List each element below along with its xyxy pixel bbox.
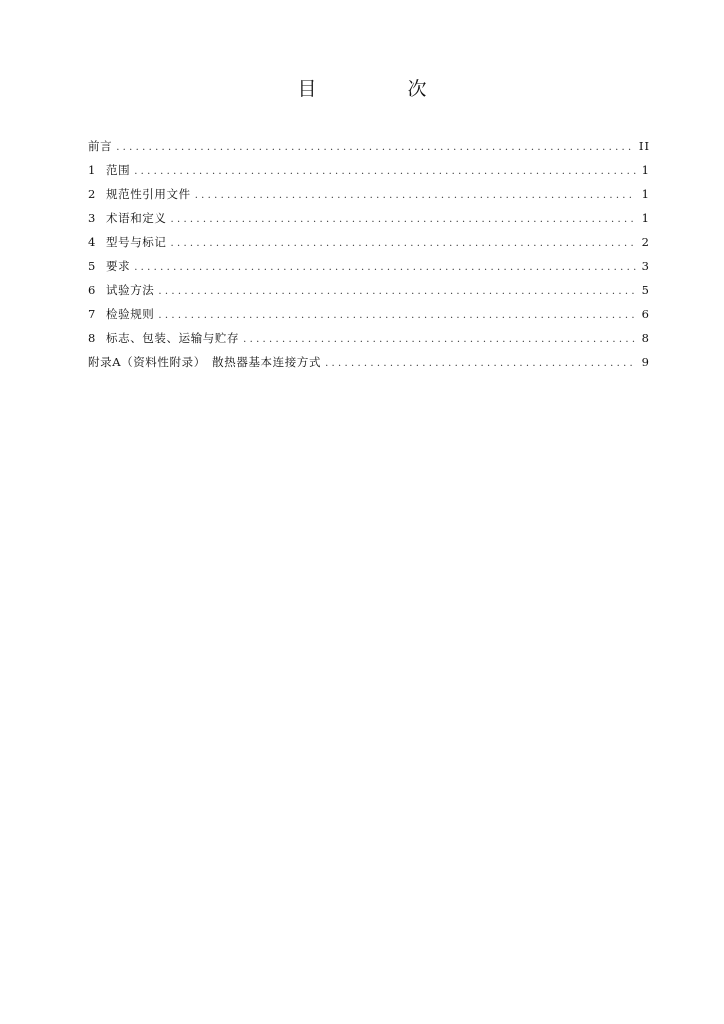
toc-entry-terms-definitions[interactable] <box>88 206 650 230</box>
toc-entry-normative-references[interactable] <box>88 182 650 206</box>
toc-leader-dots <box>325 352 636 374</box>
toc-leader-dots <box>171 232 636 254</box>
toc-entry-label: 试验方法 <box>106 283 155 297</box>
toc-entry-label: 前言 <box>88 139 113 153</box>
toc-leader-dots <box>171 208 636 230</box>
toc-entry-label: 范围 <box>106 163 131 177</box>
toc-entry-label: 检验规则 <box>106 307 155 321</box>
toc-leader-dots <box>243 328 636 350</box>
toc-entry-model-marking[interactable] <box>88 230 650 254</box>
toc-entry-number: 5 <box>88 259 96 273</box>
toc-entry-requirements[interactable] <box>88 254 650 278</box>
toc-entry-page: II <box>638 139 650 153</box>
toc-entry-marking-packaging[interactable] <box>88 326 650 350</box>
toc-leader-dots <box>134 256 635 278</box>
toc-entry-annex-a[interactable] <box>88 350 650 374</box>
toc-entry-number: 1 <box>88 163 96 177</box>
toc-entry-number: 8 <box>88 331 96 345</box>
toc-entry-number: 2 <box>88 187 96 201</box>
toc-entry-number: 4 <box>88 235 96 249</box>
toc-entry-page: 1 <box>641 163 650 177</box>
toc-leader-dots <box>158 280 635 302</box>
toc-entry-number: 6 <box>88 283 96 297</box>
toc-leader-dots <box>195 184 636 206</box>
toc-entry-page: 8 <box>641 331 650 345</box>
toc-entry-number: 7 <box>88 307 96 321</box>
toc-entry-number: 3 <box>88 211 96 225</box>
toc-leader-dots <box>158 304 635 326</box>
toc-leader-dots <box>134 160 635 182</box>
toc-entry-label: 标志、包装、运输与贮存 <box>106 331 240 345</box>
toc-entry-label: 术语和定义 <box>106 211 167 225</box>
table-of-contents <box>88 134 650 374</box>
toc-entry-page: 1 <box>641 187 650 201</box>
toc-entry-page: 1 <box>641 211 650 225</box>
toc-entry-page: 6 <box>641 307 650 321</box>
toc-entry-page: 5 <box>641 283 650 297</box>
toc-leader-dots <box>116 136 633 158</box>
toc-entry-test-methods[interactable] <box>88 278 650 302</box>
toc-entry-page: 3 <box>641 259 650 273</box>
toc-entry-label: 型号与标记 <box>106 235 167 249</box>
toc-entry-inspection-rules[interactable] <box>88 302 650 326</box>
toc-entry-scope[interactable] <box>88 158 650 182</box>
toc-title: 目 次 <box>297 78 463 100</box>
toc-entry-page: 2 <box>641 235 650 249</box>
toc-entry-page: 9 <box>641 355 650 369</box>
toc-entry-foreword[interactable] <box>88 134 650 158</box>
toc-entry-label: 规范性引用文件 <box>106 187 191 201</box>
toc-entry-label: 要求 <box>106 259 131 273</box>
toc-entry-label: 附录A（资料性附录） 散热器基本连接方式 <box>88 355 322 369</box>
